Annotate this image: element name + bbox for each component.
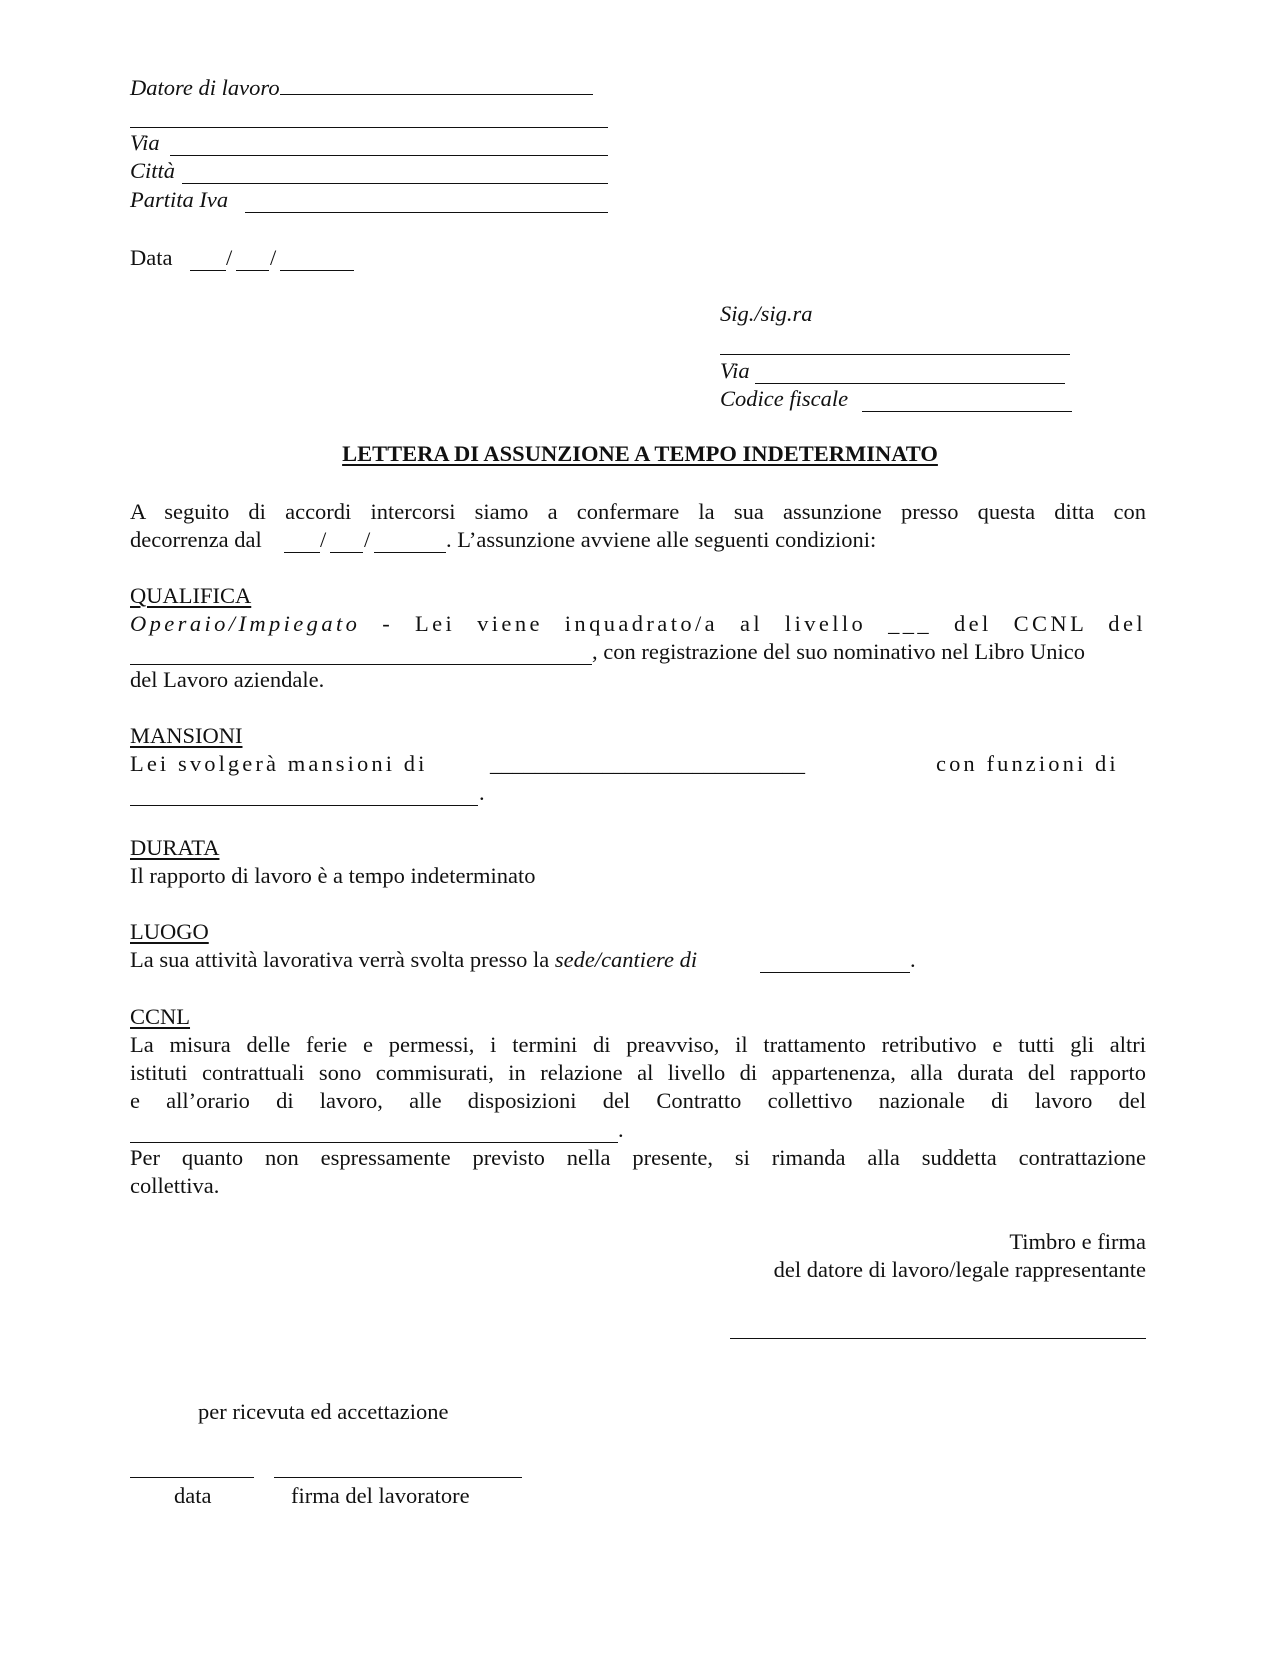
acceptance-date-label: data bbox=[174, 1483, 212, 1508]
employer-vat-label: Partita Iva bbox=[130, 187, 229, 212]
employer-vat-field bbox=[130, 186, 228, 214]
mansioni-duties-blank: ____________________________ bbox=[490, 751, 805, 776]
intro-sep-1: / bbox=[320, 527, 327, 552]
recipient-via-blank bbox=[755, 383, 1065, 384]
employer-vat-blank bbox=[245, 212, 608, 213]
employer-city-field bbox=[130, 157, 175, 185]
employer-label: Datore di lavoro bbox=[130, 75, 280, 100]
luogo-text-italic: sede/cantiere di bbox=[554, 947, 698, 972]
letter-title: LETTERA DI ASSUNZIONE A TEMPO INDETERMINATO bbox=[342, 441, 938, 466]
recipient-fiscal-code-label: Codice fiscale bbox=[720, 386, 849, 411]
ccnl-heading: CCNL bbox=[130, 1004, 191, 1029]
acceptance-sign-blank bbox=[274, 1477, 522, 1478]
date-field bbox=[130, 244, 172, 272]
ccnl-line-6: collettiva. bbox=[130, 1173, 220, 1198]
intro-year-blank bbox=[374, 552, 446, 553]
intro-day-blank bbox=[284, 552, 320, 553]
date-year-blank bbox=[280, 270, 354, 271]
recipient-name-blank bbox=[720, 354, 1070, 355]
qualifica-heading: QUALIFICA bbox=[130, 583, 252, 608]
mansioni-heading: MANSIONI bbox=[130, 723, 243, 748]
signature-line-2: del datore di lavoro/legale rappresentante bbox=[773, 1257, 1146, 1282]
luogo-text-start: La sua attività lavorativa verrà svolta presso la bbox=[130, 947, 555, 972]
mansioni-line-1-end: con funzioni di bbox=[936, 751, 1119, 776]
date-label: Data bbox=[130, 245, 173, 270]
signature-line-1: Timbro e firma bbox=[1009, 1229, 1146, 1254]
mansioni-functions-blank bbox=[130, 805, 478, 806]
date-day-blank bbox=[190, 270, 226, 271]
qualifica-line-2-end: , con registrazione del suo nominativo nel Libro Unico bbox=[592, 639, 1086, 664]
intro-sep-2: / bbox=[364, 527, 371, 552]
qualifica-line-1 bbox=[130, 610, 1146, 638]
employer-via-blank bbox=[170, 155, 608, 156]
qualifica-ccnl-blank bbox=[130, 664, 592, 665]
employer-blank bbox=[280, 72, 593, 95]
recipient-salutation: Sig./sig.ra bbox=[720, 301, 813, 326]
intro-start-date-label: decorrenza dal bbox=[130, 527, 262, 552]
recipient-via-label: Via bbox=[720, 358, 750, 383]
qualifica-role: Operaio/Impiegato bbox=[130, 611, 361, 636]
durata-heading: DURATA bbox=[130, 835, 220, 860]
qualifica-line-1-rest: - Lei viene inquadrato/a al livello ___ del CCNL del bbox=[360, 611, 1146, 636]
employer-signature-blank bbox=[730, 1338, 1146, 1339]
luogo-site-blank bbox=[760, 972, 910, 973]
ccnl-contract-blank bbox=[130, 1142, 618, 1143]
employer-via-label: Via bbox=[130, 130, 160, 155]
durata-text: Il rapporto di lavoro è a tempo indeterminato bbox=[130, 863, 536, 888]
ccnl-line-3: e all’orario di lavoro, alle disposizioni del Contratto collettivo nazionale di lavoro del bbox=[130, 1088, 1146, 1113]
ccnl-line-1: La misura delle ferie e permessi, i termini di preavviso, il trattamento retributivo e tutti gli altri bbox=[130, 1032, 1146, 1057]
qualifica-line-3: del Lavoro aziendale. bbox=[130, 667, 325, 692]
intro-line-1: A seguito di accordi intercorsi siamo a confermare la sua assunzione presso questa ditta con bbox=[130, 499, 1146, 524]
luogo-text bbox=[130, 946, 697, 974]
employer-city-label: Città bbox=[130, 158, 176, 183]
employer-field bbox=[130, 72, 593, 102]
date-sep-1: / bbox=[226, 245, 233, 270]
employer-via-field bbox=[130, 129, 160, 157]
luogo-text-end: . bbox=[910, 947, 916, 972]
employer-city-blank bbox=[182, 183, 608, 184]
luogo-heading: LUOGO bbox=[130, 919, 209, 944]
mansioni-line-2-end: . bbox=[479, 780, 485, 805]
date-month-blank bbox=[236, 270, 269, 271]
intro-line-2 bbox=[130, 526, 262, 554]
acceptance-text: per ricevuta ed accettazione bbox=[198, 1399, 449, 1424]
ccnl-line-2: istituti contrattuali sono commisurati, in relazione al livello di appartenenza, alla durata del rapporto bbox=[130, 1060, 1146, 1085]
employer-blank-line-2 bbox=[130, 127, 608, 128]
acceptance-date-blank bbox=[130, 1477, 254, 1478]
acceptance-sign-label: firma del lavoratore bbox=[291, 1483, 470, 1508]
date-sep-2: / bbox=[270, 245, 277, 270]
ccnl-line-4-end: . bbox=[618, 1117, 624, 1142]
ccnl-line-5: Per quanto non espressamente previsto nella presente, si rimanda alla suddetta contrattazione bbox=[130, 1145, 1146, 1170]
mansioni-line-1-start: Lei svolgerà mansioni di bbox=[130, 751, 428, 776]
intro-line-2-end: . L’assunzione avviene alle seguenti condizioni: bbox=[446, 527, 877, 552]
intro-month-blank bbox=[330, 552, 363, 553]
recipient-fiscal-code-blank bbox=[862, 411, 1072, 412]
